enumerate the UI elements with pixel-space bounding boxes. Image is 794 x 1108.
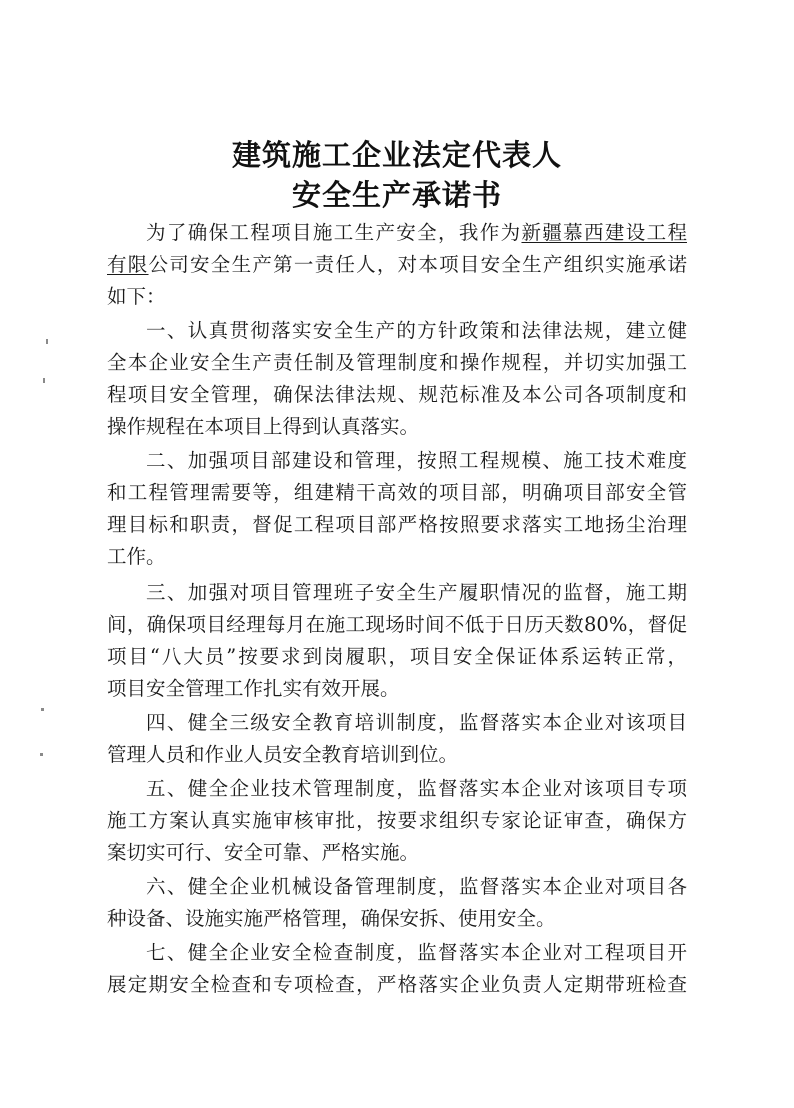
company-name-part-2: 有限 <box>107 253 149 276</box>
paragraph-line: 案切实可行、安全可靠、严格实施。 <box>107 841 420 864</box>
paragraph-line: 项目安全管理工作扎实有效开展。 <box>107 677 400 700</box>
company-name-part-1: 新疆慕西建设工程 <box>521 221 687 244</box>
paragraph-line <box>107 253 687 277</box>
paragraph-line: 理目标和职责，督促工程项目部严格按照要求落实工地扬尘治理 <box>107 513 687 536</box>
paragraph-line: 项目“八大员”按要求到岗履职，项目安全保证体系运转正常， <box>107 645 687 668</box>
paragraph-line: 五、健全企业技术管理制度，监督落实本企业对该项目专项 <box>146 777 687 800</box>
scan-speck <box>43 378 45 383</box>
paragraph-line: 七、健全企业安全检查制度，监督落实本企业对工程项目开 <box>146 941 687 964</box>
paragraph-line: 展定期安全检查和专项检查，严格落实企业负责人定期带班检查 <box>107 973 687 996</box>
paragraph-line: 六、健全企业机械设备管理制度，监督落实本企业对项目各 <box>146 875 687 898</box>
paragraph-line: 如下： <box>107 285 166 308</box>
paragraph-line: 施工方案认真实施审核审批，按要求组织专家论证审查，确保方 <box>107 809 687 832</box>
paragraph-line: 种设备、设施实施严格管理，确保安拆、使用安全。 <box>107 907 556 930</box>
paragraph-line: 间，确保项目经理每月在施工现场时间不低于日历天数80%，督促 <box>107 613 687 636</box>
title-line-1: 建筑施工企业法定代表人 <box>231 138 562 172</box>
paragraph-line: 三、加强对项目管理班子安全生产履职情况的监督，施工期 <box>146 581 687 604</box>
paragraph-line: 程项目安全管理，确保法律法规、规范标准及本公司各项制度和 <box>107 383 687 406</box>
paragraph-line: 工作。 <box>107 545 166 568</box>
paragraph-line <box>146 221 687 245</box>
paragraph-line: 操作规程在本项目上得到认真落实。 <box>107 415 420 438</box>
paragraph-line: 四、健全三级安全教育培训制度，监督落实本企业对该项目 <box>146 711 687 734</box>
paragraph-line: 二、加强项目部建设和管理，按照工程规模、施工技术难度 <box>146 449 687 472</box>
scan-speck <box>46 339 48 344</box>
title-line-2: 安全生产承诺书 <box>291 178 502 212</box>
paragraph-line: 和工程管理需要等，组建精干高效的项目部，明确项目部安全管 <box>107 481 687 504</box>
paragraph-line: 全本企业安全生产责任制及管理制度和操作规程，并切实加强工 <box>107 351 687 374</box>
text-segment: 为了确保工程项目施工生产安全，我作为 <box>146 221 522 244</box>
paragraph-line: 一、认真贯彻落实安全生产的方针政策和法律法规，建立健 <box>146 319 687 342</box>
scan-speck <box>41 708 44 711</box>
paragraph-line: 管理人员和作业人员安全教育培训到位。 <box>107 743 459 766</box>
scan-speck <box>40 753 43 756</box>
text-segment: 公司安全生产第一责任人，对本项目安全生产组织实施承诺 <box>148 253 687 276</box>
